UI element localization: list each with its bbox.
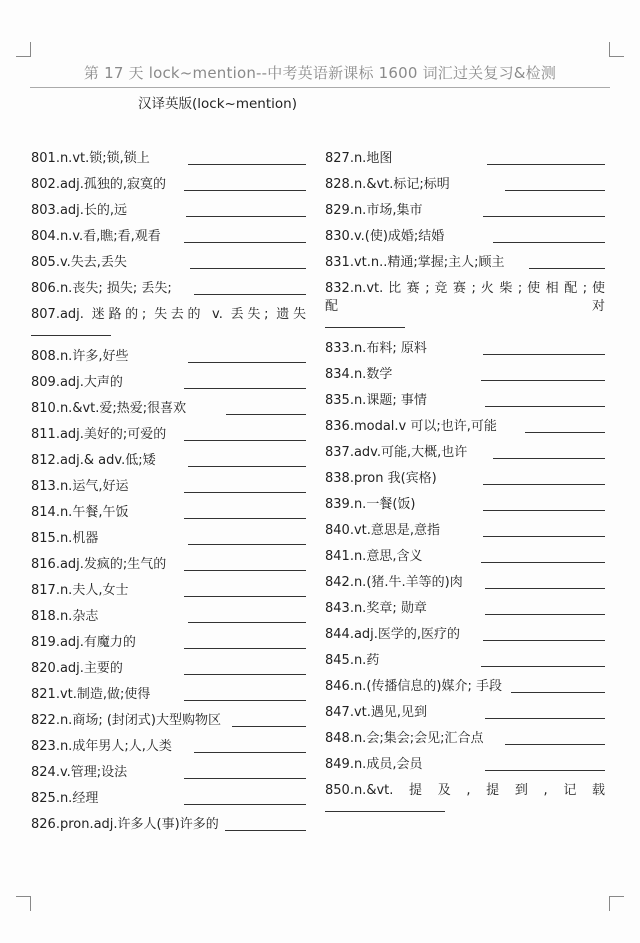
vocab-entry	[325, 168, 605, 194]
answer-blank[interactable]	[481, 379, 605, 381]
vocab-prompt: 823.n.成年男人;人,人类	[31, 739, 172, 754]
vocab-entry	[325, 358, 605, 384]
vocab-prompt: 819.adj.有魔力的	[31, 635, 136, 650]
vocab-entry	[325, 748, 605, 774]
vocab-entry	[325, 410, 605, 436]
answer-blank[interactable]	[483, 215, 605, 217]
answer-blank[interactable]	[325, 810, 445, 812]
title-divider	[30, 87, 610, 88]
answer-blank[interactable]	[188, 163, 306, 165]
answer-blank[interactable]	[194, 751, 306, 753]
answer-blank[interactable]	[184, 387, 306, 389]
vocab-prompt: 806.n.丧失; 损失; 丢失;	[31, 281, 172, 296]
corner-mark-bottom-left	[16, 896, 31, 911]
vocab-entry	[31, 704, 306, 730]
vocab-entry	[31, 548, 306, 574]
vocab-prompt: 825.n.经理	[31, 791, 99, 806]
vocab-entry	[325, 514, 605, 540]
vocab-entry	[325, 272, 605, 328]
vocab-prompt: 821.vt.制造,做;使得	[31, 687, 151, 702]
answer-blank[interactable]	[184, 189, 306, 191]
answer-blank[interactable]	[483, 353, 605, 355]
answer-blank[interactable]	[493, 241, 605, 243]
answer-blank[interactable]	[190, 267, 306, 269]
vocab-prompt: 849.n.成员,会员	[325, 757, 423, 772]
vocab-prompt: 848.n.会;集会;会见;汇合点	[325, 731, 484, 746]
vocab-prompt: 814.n.午餐,午饭	[31, 505, 129, 520]
vocab-prompt: 812.adj.& adv.低;矮	[31, 453, 156, 468]
answer-blank[interactable]	[481, 561, 605, 563]
vocab-prompt: 826.pron.adj.许多人(事)许多的	[31, 817, 219, 832]
vocab-prompt: 844.adj.医学的,医疗的	[325, 627, 461, 642]
vocab-entry	[31, 142, 306, 168]
vocab-prompt: 813.n.运气,好运	[31, 479, 129, 494]
answer-blank[interactable]	[232, 725, 306, 727]
vocab-entry	[31, 246, 306, 272]
vocab-entry	[325, 384, 605, 410]
vocab-prompt: 839.n.一餐(饭)	[325, 497, 416, 512]
vocab-entry	[31, 340, 306, 366]
vocab-prompt: 809.adj.大声的	[31, 375, 123, 390]
answer-blank[interactable]	[184, 241, 306, 243]
corner-mark-top-left	[16, 42, 31, 57]
corner-mark-top-right	[609, 42, 624, 57]
vocab-entry	[31, 626, 306, 652]
vocab-entry	[31, 730, 306, 756]
vocab-prompt: 818.n.杂志	[31, 609, 99, 624]
vocab-entry	[325, 332, 605, 358]
vocab-entry	[31, 600, 306, 626]
vocab-entry	[325, 194, 605, 220]
vocab-prompt: 833.n.布料; 原料	[325, 341, 427, 356]
answer-blank[interactable]	[485, 769, 605, 771]
vocab-prompt: 822.n.商场; (封闭式)大型购物区	[31, 713, 221, 728]
vocab-entry	[325, 722, 605, 748]
vocab-prompt: 801.n.vt.锁;锁,锁上	[31, 151, 150, 166]
vocab-entry	[325, 488, 605, 514]
answer-blank[interactable]	[188, 543, 306, 545]
answer-blank[interactable]	[511, 691, 605, 693]
answer-blank[interactable]	[529, 267, 605, 269]
answer-blank[interactable]	[184, 517, 306, 519]
answer-blank[interactable]	[487, 163, 605, 165]
page-title: 第 17 天 lock~mention--中考英语新课标 1600 词汇过关复习&检测	[83, 64, 557, 82]
page-subtitle: 汉译英版(lock~mention)	[138, 96, 297, 112]
answer-blank[interactable]	[184, 439, 306, 441]
vocab-prompt: 828.n.&vt.标记;标明	[325, 177, 450, 192]
vocab-entry	[325, 220, 605, 246]
answer-blank[interactable]	[525, 431, 605, 433]
vocab-entry	[31, 470, 306, 496]
vocab-prompt: 840.vt.意思是,意指	[325, 523, 441, 538]
corner-mark-bottom-right	[609, 896, 624, 911]
answer-blank[interactable]	[186, 215, 306, 217]
vocab-prompt: 845.n.药	[325, 653, 380, 668]
answer-blank[interactable]	[188, 621, 306, 623]
answer-blank[interactable]	[184, 647, 306, 649]
answer-blank[interactable]	[194, 293, 306, 295]
vocab-entry	[325, 696, 605, 722]
vocab-prompt: 835.n.课题; 事情	[325, 393, 427, 408]
vocab-prompt: 816.adj.发疯的;生气的	[31, 557, 167, 572]
vocab-entry	[325, 644, 605, 670]
vocab-prompt: 803.adj.长的,远	[31, 203, 128, 218]
vocab-entry	[325, 436, 605, 462]
vocab-prompt: 817.n.夫人,女士	[31, 583, 129, 598]
vocab-entry	[31, 496, 306, 522]
vocab-entry	[31, 782, 306, 808]
answer-blank[interactable]	[184, 803, 306, 805]
answer-blank[interactable]	[184, 569, 306, 571]
vocab-prompt: 842.n.(猪.牛.羊等的)肉	[325, 575, 463, 590]
vocab-entry	[325, 142, 605, 168]
vocab-prompt: 805.v.失去,丢失	[31, 255, 127, 270]
vocab-prompt: 824.v.管理;设法	[31, 765, 128, 780]
answer-blank[interactable]	[483, 483, 605, 485]
vocab-prompt: 847.vt.遇见,见到	[325, 705, 428, 720]
vocab-entry	[31, 574, 306, 600]
vocab-entry	[31, 444, 306, 470]
vocab-entry	[31, 652, 306, 678]
answer-blank[interactable]	[188, 465, 306, 467]
left-column	[31, 142, 306, 834]
answer-blank[interactable]	[184, 777, 306, 779]
right-column	[325, 142, 605, 816]
vocab-entry	[31, 392, 306, 418]
answer-blank[interactable]	[481, 665, 605, 667]
vocab-entry	[31, 220, 306, 246]
answer-blank[interactable]	[483, 509, 605, 511]
vocab-entry	[325, 246, 605, 272]
vocab-prompt: 830.v.(使)成婚;结婚	[325, 229, 445, 244]
vocab-prompt: 811.adj.美好的;可爱的	[31, 427, 167, 442]
answer-blank[interactable]	[483, 535, 605, 537]
vocab-entry	[31, 194, 306, 220]
vocab-entry	[31, 168, 306, 194]
answer-blank[interactable]	[184, 673, 306, 675]
vocab-entry	[325, 618, 605, 644]
vocab-entry	[31, 418, 306, 444]
vocab-prompt: 802.adj.孤独的,寂寞的	[31, 177, 167, 192]
vocab-prompt: 831.vt.n..精通;掌握;主人;顾主	[325, 255, 505, 270]
vocab-entry	[31, 808, 306, 834]
vocab-entry	[31, 756, 306, 782]
answer-blank[interactable]	[31, 334, 111, 336]
vocab-entry	[31, 272, 306, 298]
vocab-entry	[325, 774, 605, 812]
answer-blank[interactable]	[325, 326, 405, 328]
vocab-entry	[325, 670, 605, 696]
vocab-prompt: 832.n.vt. 比 赛 ; 竞 赛 ; 火 柴 ; 使 相 配 ; 使 配 对	[325, 281, 605, 314]
vocab-prompt: 834.n.数学	[325, 367, 393, 382]
vocab-prompt: 804.n.v.看,瞧;看,观看	[31, 229, 161, 244]
answer-blank[interactable]	[505, 743, 605, 745]
answer-blank[interactable]	[225, 829, 306, 831]
vocab-entry	[325, 592, 605, 618]
vocab-prompt: 815.n.机器	[31, 531, 99, 546]
vocab-prompt: 808.n.许多,好些	[31, 349, 129, 364]
vocab-entry	[31, 522, 306, 548]
answer-blank[interactable]	[505, 189, 605, 191]
vocab-prompt: 820.adj.主要的	[31, 661, 123, 676]
answer-blank[interactable]	[184, 491, 306, 493]
vocab-prompt: 807.adj. 迷路的; 失去的 v. 丢失; 遗失	[31, 307, 306, 322]
vocab-entry	[325, 462, 605, 488]
vocab-prompt: 841.n.意思,含义	[325, 549, 423, 564]
vocab-prompt: 850.n.&vt.提及,提到,记载	[325, 783, 605, 798]
vocab-prompt: 843.n.奖章; 勋章	[325, 601, 427, 616]
vocab-entry	[325, 540, 605, 566]
vocab-prompt: 810.n.&vt.爱;热爱;很喜欢	[31, 401, 187, 416]
vocab-prompt: 838.pron 我(宾格)	[325, 471, 437, 486]
answer-blank[interactable]	[184, 595, 306, 597]
vocab-prompt: 837.adv.可能,大概,也许	[325, 445, 468, 460]
vocab-entry	[325, 566, 605, 592]
answer-blank[interactable]	[485, 405, 605, 407]
answer-blank[interactable]	[485, 587, 605, 589]
vocab-entry	[31, 298, 306, 336]
answer-blank[interactable]	[188, 361, 306, 363]
answer-blank[interactable]	[485, 613, 605, 615]
vocab-prompt: 827.n.地图	[325, 151, 393, 166]
vocab-prompt: 829.n.市场,集市	[325, 203, 423, 218]
answer-blank[interactable]	[483, 639, 605, 641]
answer-blank[interactable]	[184, 699, 306, 701]
answer-blank[interactable]	[226, 413, 306, 415]
vocab-prompt: 846.n.(传播信息的)媒介; 手段	[325, 679, 502, 694]
vocab-entry	[31, 366, 306, 392]
answer-blank[interactable]	[493, 457, 605, 459]
answer-blank[interactable]	[485, 717, 605, 719]
vocab-entry	[31, 678, 306, 704]
vocab-prompt: 836.modal.v 可以;也许,可能	[325, 419, 497, 434]
